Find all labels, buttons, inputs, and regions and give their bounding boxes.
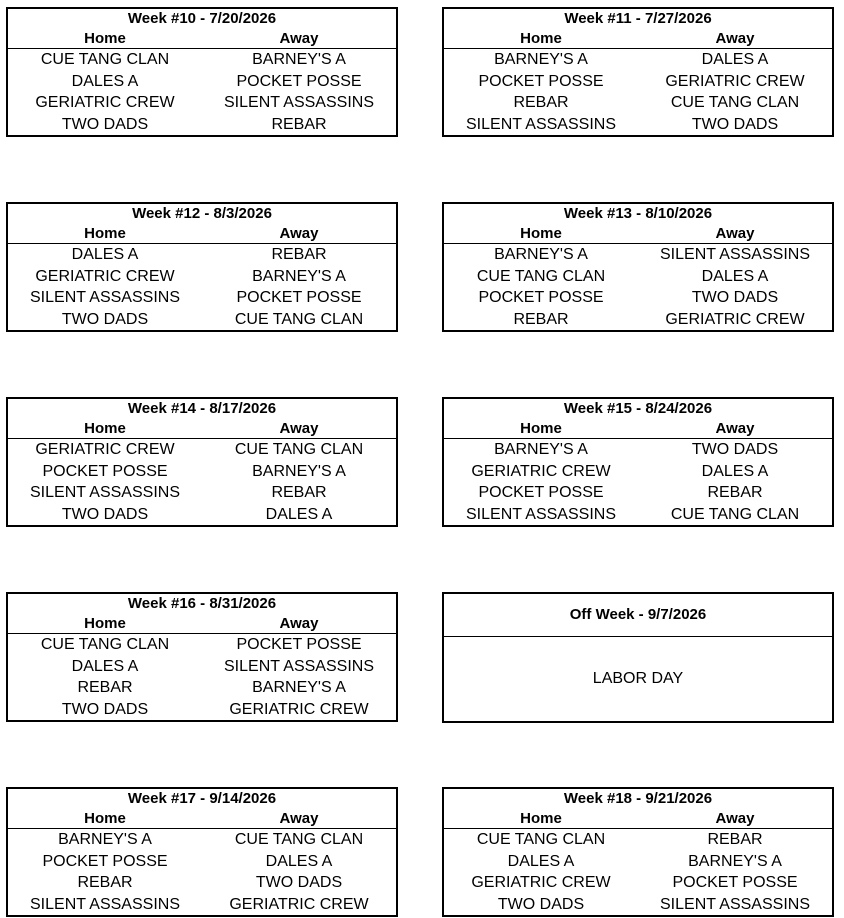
week-title: Week #15 - 8/24/2026 xyxy=(563,400,713,417)
away-team: POCKET POSSE xyxy=(236,289,362,306)
home-team: DALES A xyxy=(507,852,575,870)
home-team: GERIATRIC CREW xyxy=(471,874,611,891)
week-title: Week #16 - 8/31/2026 xyxy=(127,595,277,612)
week-title: Week #11 - 7/27/2026 xyxy=(564,10,712,27)
home-team: SILENT ASSASSINS xyxy=(30,484,180,501)
home-team: SILENT ASSASSINS xyxy=(466,115,616,133)
game-row xyxy=(444,894,832,916)
game-row xyxy=(444,872,832,894)
away-team: SILENT ASSASSINS xyxy=(660,246,810,263)
game-row xyxy=(444,461,832,483)
game-row xyxy=(444,92,832,114)
home-team: BARNEY'S A xyxy=(58,831,152,848)
home-team: CUE TANG CLAN xyxy=(476,267,606,285)
away-team: CUE TANG CLAN xyxy=(234,441,364,458)
home-team: POCKET POSSE xyxy=(478,289,604,306)
home-team: TWO DADS xyxy=(61,115,149,133)
home-header: Home xyxy=(84,30,126,47)
away-header: Away xyxy=(279,615,319,632)
home-team: DALES A xyxy=(71,657,139,675)
week-title: Week #10 - 7/20/2026 xyxy=(127,10,277,27)
week-11-schedule xyxy=(442,7,834,137)
home-team: POCKET POSSE xyxy=(478,484,604,501)
week-16-schedule xyxy=(6,592,398,722)
game-row xyxy=(8,829,396,851)
away-team: GERIATRIC CREW xyxy=(665,72,805,90)
home-team: TWO DADS xyxy=(61,310,149,328)
game-row xyxy=(444,504,832,526)
game-row xyxy=(8,894,396,916)
home-team: REBAR xyxy=(77,874,133,891)
away-team: TWO DADS xyxy=(691,441,779,458)
home-team: GERIATRIC CREW xyxy=(35,267,175,285)
game-row xyxy=(8,851,396,873)
game-row xyxy=(444,851,832,873)
game-row xyxy=(444,439,832,461)
away-team: BARNEY'S A xyxy=(252,267,346,285)
away-team: POCKET POSSE xyxy=(236,72,362,90)
home-team: BARNEY'S A xyxy=(494,51,588,68)
away-team: DALES A xyxy=(701,267,769,285)
game-row xyxy=(8,504,396,526)
away-team: POCKET POSSE xyxy=(236,636,362,653)
week-title: Week #17 - 9/14/2026 xyxy=(127,790,277,807)
week-title: Week #18 - 9/21/2026 xyxy=(563,790,713,807)
game-row xyxy=(444,309,832,331)
home-header: Home xyxy=(520,225,562,242)
away-header: Away xyxy=(279,810,319,827)
game-row xyxy=(444,244,832,266)
away-team: SILENT ASSASSINS xyxy=(224,657,374,675)
home-header: Home xyxy=(520,30,562,47)
home-header: Home xyxy=(84,420,126,437)
week-18-schedule xyxy=(442,787,834,917)
game-row xyxy=(444,114,832,136)
home-team: BARNEY'S A xyxy=(494,246,588,263)
away-team: CUE TANG CLAN xyxy=(670,505,800,523)
home-team: DALES A xyxy=(71,72,139,90)
away-team: CUE TANG CLAN xyxy=(670,94,800,111)
game-row xyxy=(8,49,396,71)
away-team: DALES A xyxy=(701,51,769,68)
week-17-schedule xyxy=(6,787,398,917)
away-team: BARNEY'S A xyxy=(688,852,782,870)
away-team: GERIATRIC CREW xyxy=(665,310,805,328)
home-team: GERIATRIC CREW xyxy=(471,462,611,480)
off-week-block xyxy=(442,592,834,723)
away-header: Away xyxy=(715,225,755,242)
week-title: Week #13 - 8/10/2026 xyxy=(563,205,713,222)
week-title: Week #14 - 8/17/2026 xyxy=(127,400,277,417)
away-team: SILENT ASSASSINS xyxy=(224,94,374,111)
away-team: REBAR xyxy=(707,484,763,501)
home-team: BARNEY'S A xyxy=(494,441,588,458)
game-row xyxy=(444,49,832,71)
home-header: Home xyxy=(84,225,126,242)
home-team: TWO DADS xyxy=(61,700,149,718)
week-15-schedule xyxy=(442,397,834,527)
game-row xyxy=(8,699,396,721)
game-row xyxy=(8,309,396,331)
away-team: GERIATRIC CREW xyxy=(229,895,369,913)
week-title: Week #12 - 8/3/2026 xyxy=(132,205,272,222)
home-team: GERIATRIC CREW xyxy=(35,441,175,458)
home-team: REBAR xyxy=(77,679,133,696)
game-row xyxy=(8,287,396,309)
away-header: Away xyxy=(279,420,319,437)
week-10-schedule xyxy=(6,7,398,137)
game-row xyxy=(444,266,832,288)
home-team: POCKET POSSE xyxy=(478,72,604,90)
away-team: TWO DADS xyxy=(255,874,343,891)
home-team: TWO DADS xyxy=(497,895,585,913)
away-team: GERIATRIC CREW xyxy=(229,700,369,718)
home-team: SILENT ASSASSINS xyxy=(466,505,616,523)
away-team: DALES A xyxy=(701,462,769,480)
away-team: CUE TANG CLAN xyxy=(234,831,364,848)
game-row xyxy=(444,71,832,93)
away-team: DALES A xyxy=(265,852,333,870)
home-team: REBAR xyxy=(513,310,569,328)
game-row xyxy=(8,71,396,93)
away-team: REBAR xyxy=(271,115,327,133)
game-row xyxy=(8,872,396,894)
away-team: DALES A xyxy=(265,505,333,523)
home-header: Home xyxy=(520,420,562,437)
home-team: DALES A xyxy=(71,246,139,263)
game-row xyxy=(444,482,832,504)
away-team: REBAR xyxy=(707,831,763,848)
game-row xyxy=(444,829,832,851)
home-team: SILENT ASSASSINS xyxy=(30,289,180,306)
away-team: TWO DADS xyxy=(691,115,779,133)
home-team: REBAR xyxy=(513,94,569,111)
home-team: TWO DADS xyxy=(61,505,149,523)
game-row xyxy=(8,656,396,678)
home-header: Home xyxy=(520,810,562,827)
game-row xyxy=(8,439,396,461)
game-row xyxy=(444,287,832,309)
game-row xyxy=(8,482,396,504)
away-team: SILENT ASSASSINS xyxy=(660,895,810,913)
away-header: Away xyxy=(715,30,755,47)
away-header: Away xyxy=(715,810,755,827)
week-13-schedule xyxy=(442,202,834,332)
week-14-schedule xyxy=(6,397,398,527)
away-team: CUE TANG CLAN xyxy=(234,310,364,328)
game-row xyxy=(8,677,396,699)
home-header: Home xyxy=(84,615,126,632)
home-team: CUE TANG CLAN xyxy=(40,636,170,653)
off-week-note: LABOR DAY xyxy=(592,670,684,687)
game-row xyxy=(8,266,396,288)
away-team: REBAR xyxy=(271,246,327,263)
game-row xyxy=(8,114,396,136)
home-team: POCKET POSSE xyxy=(42,462,168,480)
game-row xyxy=(8,92,396,114)
home-team: POCKET POSSE xyxy=(42,852,168,870)
away-header: Away xyxy=(279,225,319,242)
home-team: GERIATRIC CREW xyxy=(35,94,175,111)
away-header: Away xyxy=(715,420,755,437)
away-team: BARNEY'S A xyxy=(252,51,346,68)
home-team: CUE TANG CLAN xyxy=(476,831,606,848)
away-header: Away xyxy=(279,30,319,47)
game-row xyxy=(8,461,396,483)
away-team: POCKET POSSE xyxy=(672,874,798,891)
away-team: REBAR xyxy=(271,484,327,501)
off-week-title: Off Week - 9/7/2026 xyxy=(444,594,832,637)
game-row xyxy=(8,244,396,266)
away-team: TWO DADS xyxy=(691,289,779,306)
away-team: BARNEY'S A xyxy=(252,679,346,696)
home-header: Home xyxy=(84,810,126,827)
home-team: SILENT ASSASSINS xyxy=(30,895,180,913)
home-team: CUE TANG CLAN xyxy=(40,51,170,68)
away-team: BARNEY'S A xyxy=(252,462,346,480)
game-row xyxy=(8,634,396,656)
week-12-schedule xyxy=(6,202,398,332)
